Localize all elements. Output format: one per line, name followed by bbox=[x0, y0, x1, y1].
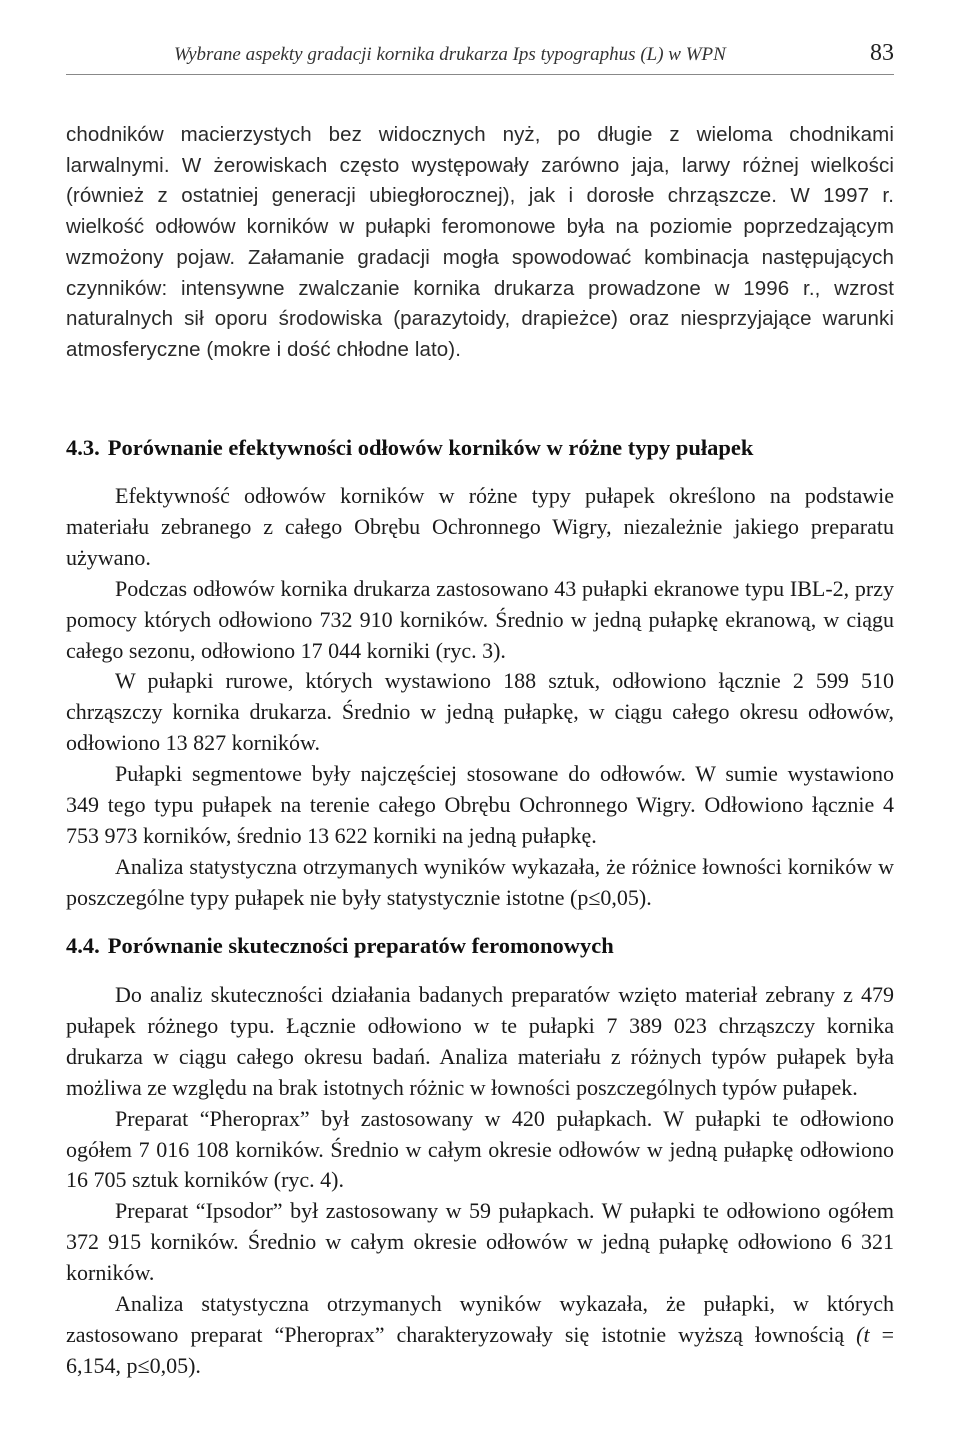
section-4-3-heading bbox=[66, 435, 894, 461]
section-4-3-body bbox=[66, 481, 894, 914]
paragraph: Preparat “Pheroprax” był zastosowany w 420 pułapkach. W pułapki te odłowiono ogółem 7 016 108 korników. Średnio w całym okresie odłowów w jedną pułapkę odłowiono 16 705 sztuk korników (ryc. 4). bbox=[66, 1105, 894, 1193]
paragraph: Preparat “Ipsodor” był zastosowany w 59 pułapkach. W pułapki te odłowiono ogółem 372 915 korników. Średnio w całym okresie odłowów w jedną pułapkę odłowiono 6 321 korników. bbox=[66, 1198, 894, 1286]
paragraph: Analiza statystyczna otrzymanych wyników wykazała, że różnice łowności korników w poszczególne typy pułapek nie były statystycznie istotne (p≤0,05). bbox=[66, 853, 894, 910]
paragraph: Efektywność odłowów korników w różne typy pułapek określono na podstawie materiału zebranego z całego Obrębu Ochronnego Wigry, niezależnie jakiego preparatu używano. bbox=[66, 483, 894, 570]
statistic-values: = 6,154, p≤0,05). bbox=[66, 1321, 895, 1378]
section-number: 4.4. bbox=[66, 933, 100, 958]
section-4-4-heading bbox=[66, 933, 894, 959]
paragraph: Pułapki segmentowe były najczęściej stosowane do odłowów. W sumie wystawiono 349 tego typu pułapek na terenie całego Obrębu Ochronnego Wigry. Odłowiono łącznie 4 753 973 korników, średnio 13 622 korniki na jedną pułapkę. bbox=[66, 761, 894, 848]
section-4-4-body bbox=[66, 980, 894, 1382]
paragraph: W pułapki rurowe, których wystawiono 188 sztuk, odłowiono łącznie 2 599 510 chrząszczy kornika drukarza. Średnio w jedną pułapkę, w ciągu całego okresu odłowów, odłowiono 13 827 korników. bbox=[66, 668, 894, 756]
running-title: Wybrane aspekty gradacji kornika drukarza Ips typographus (L) w WPN bbox=[174, 44, 726, 65]
section-number: 4.3. bbox=[66, 435, 100, 460]
running-header bbox=[66, 40, 894, 75]
paragraph: Podczas odłowów kornika drukarza zastosowano 43 pułapki ekranowe typu IBL-2, przy pomocy których odłowiono 732 910 korników. Średnio w jedną pułapkę ekranową, w ciągu całego sezonu, odłowiono 17 044 korniki (ryc. 3). bbox=[66, 575, 894, 663]
paragraph bbox=[66, 1289, 894, 1382]
page-number: 83 bbox=[870, 40, 894, 66]
t-statistic: (t bbox=[856, 1321, 870, 1347]
section-title: Porównanie efektywności odłowów korników w różne typy pułapek bbox=[107, 435, 754, 460]
paragraph: Do analiz skuteczności działania badanych preparatów wzięto materiał zebrany z 479 pułapek różnego typu. Łącznie odłowiono w te pułapki 7 389 023 chrząszczy kornika drukarza w ciągu całego okresu badań. Analiza materiału z różnych typów pułapek była możliwa ze względu na brak istotnych różnic w łowności poszczególnych typów pułapek. bbox=[66, 982, 894, 1100]
section-title: Porównanie skuteczności preparatów feromonowych bbox=[107, 933, 614, 958]
paragraph-text: Analiza statystyczna otrzymanych wyników wykazała, że pułapki, w których zastosowano preparat “Pheroprax” charakteryzowały się istotnie wyższą łownością bbox=[66, 1291, 894, 1347]
intro-paragraph: chodników macierzystych bez widocznych nyż, po długie z wieloma chodnikami larwalnymi. W żerowiskach często występowały zarówno jaja, larwy różnej wielkości (również z ostatniej generacji ubiegłorocznej), jak i dorosłe chrząszcze. W 1997 r. wielkość odłowów korników w pułapki feromonowe była na poziomie poprzedzającym wzmożony pojaw. Załamanie gradacji mogła spowodować kombinacja następujących czynników: intensywne zwalczanie kornika drukarza prowadzone w 1996 r., wzrost naturalnych sił oporu środowiska (parazytoidy, drapieżce) oraz niesprzyjające warunki atmosferyczne (mokre i dość chłodne lato). bbox=[66, 123, 894, 361]
